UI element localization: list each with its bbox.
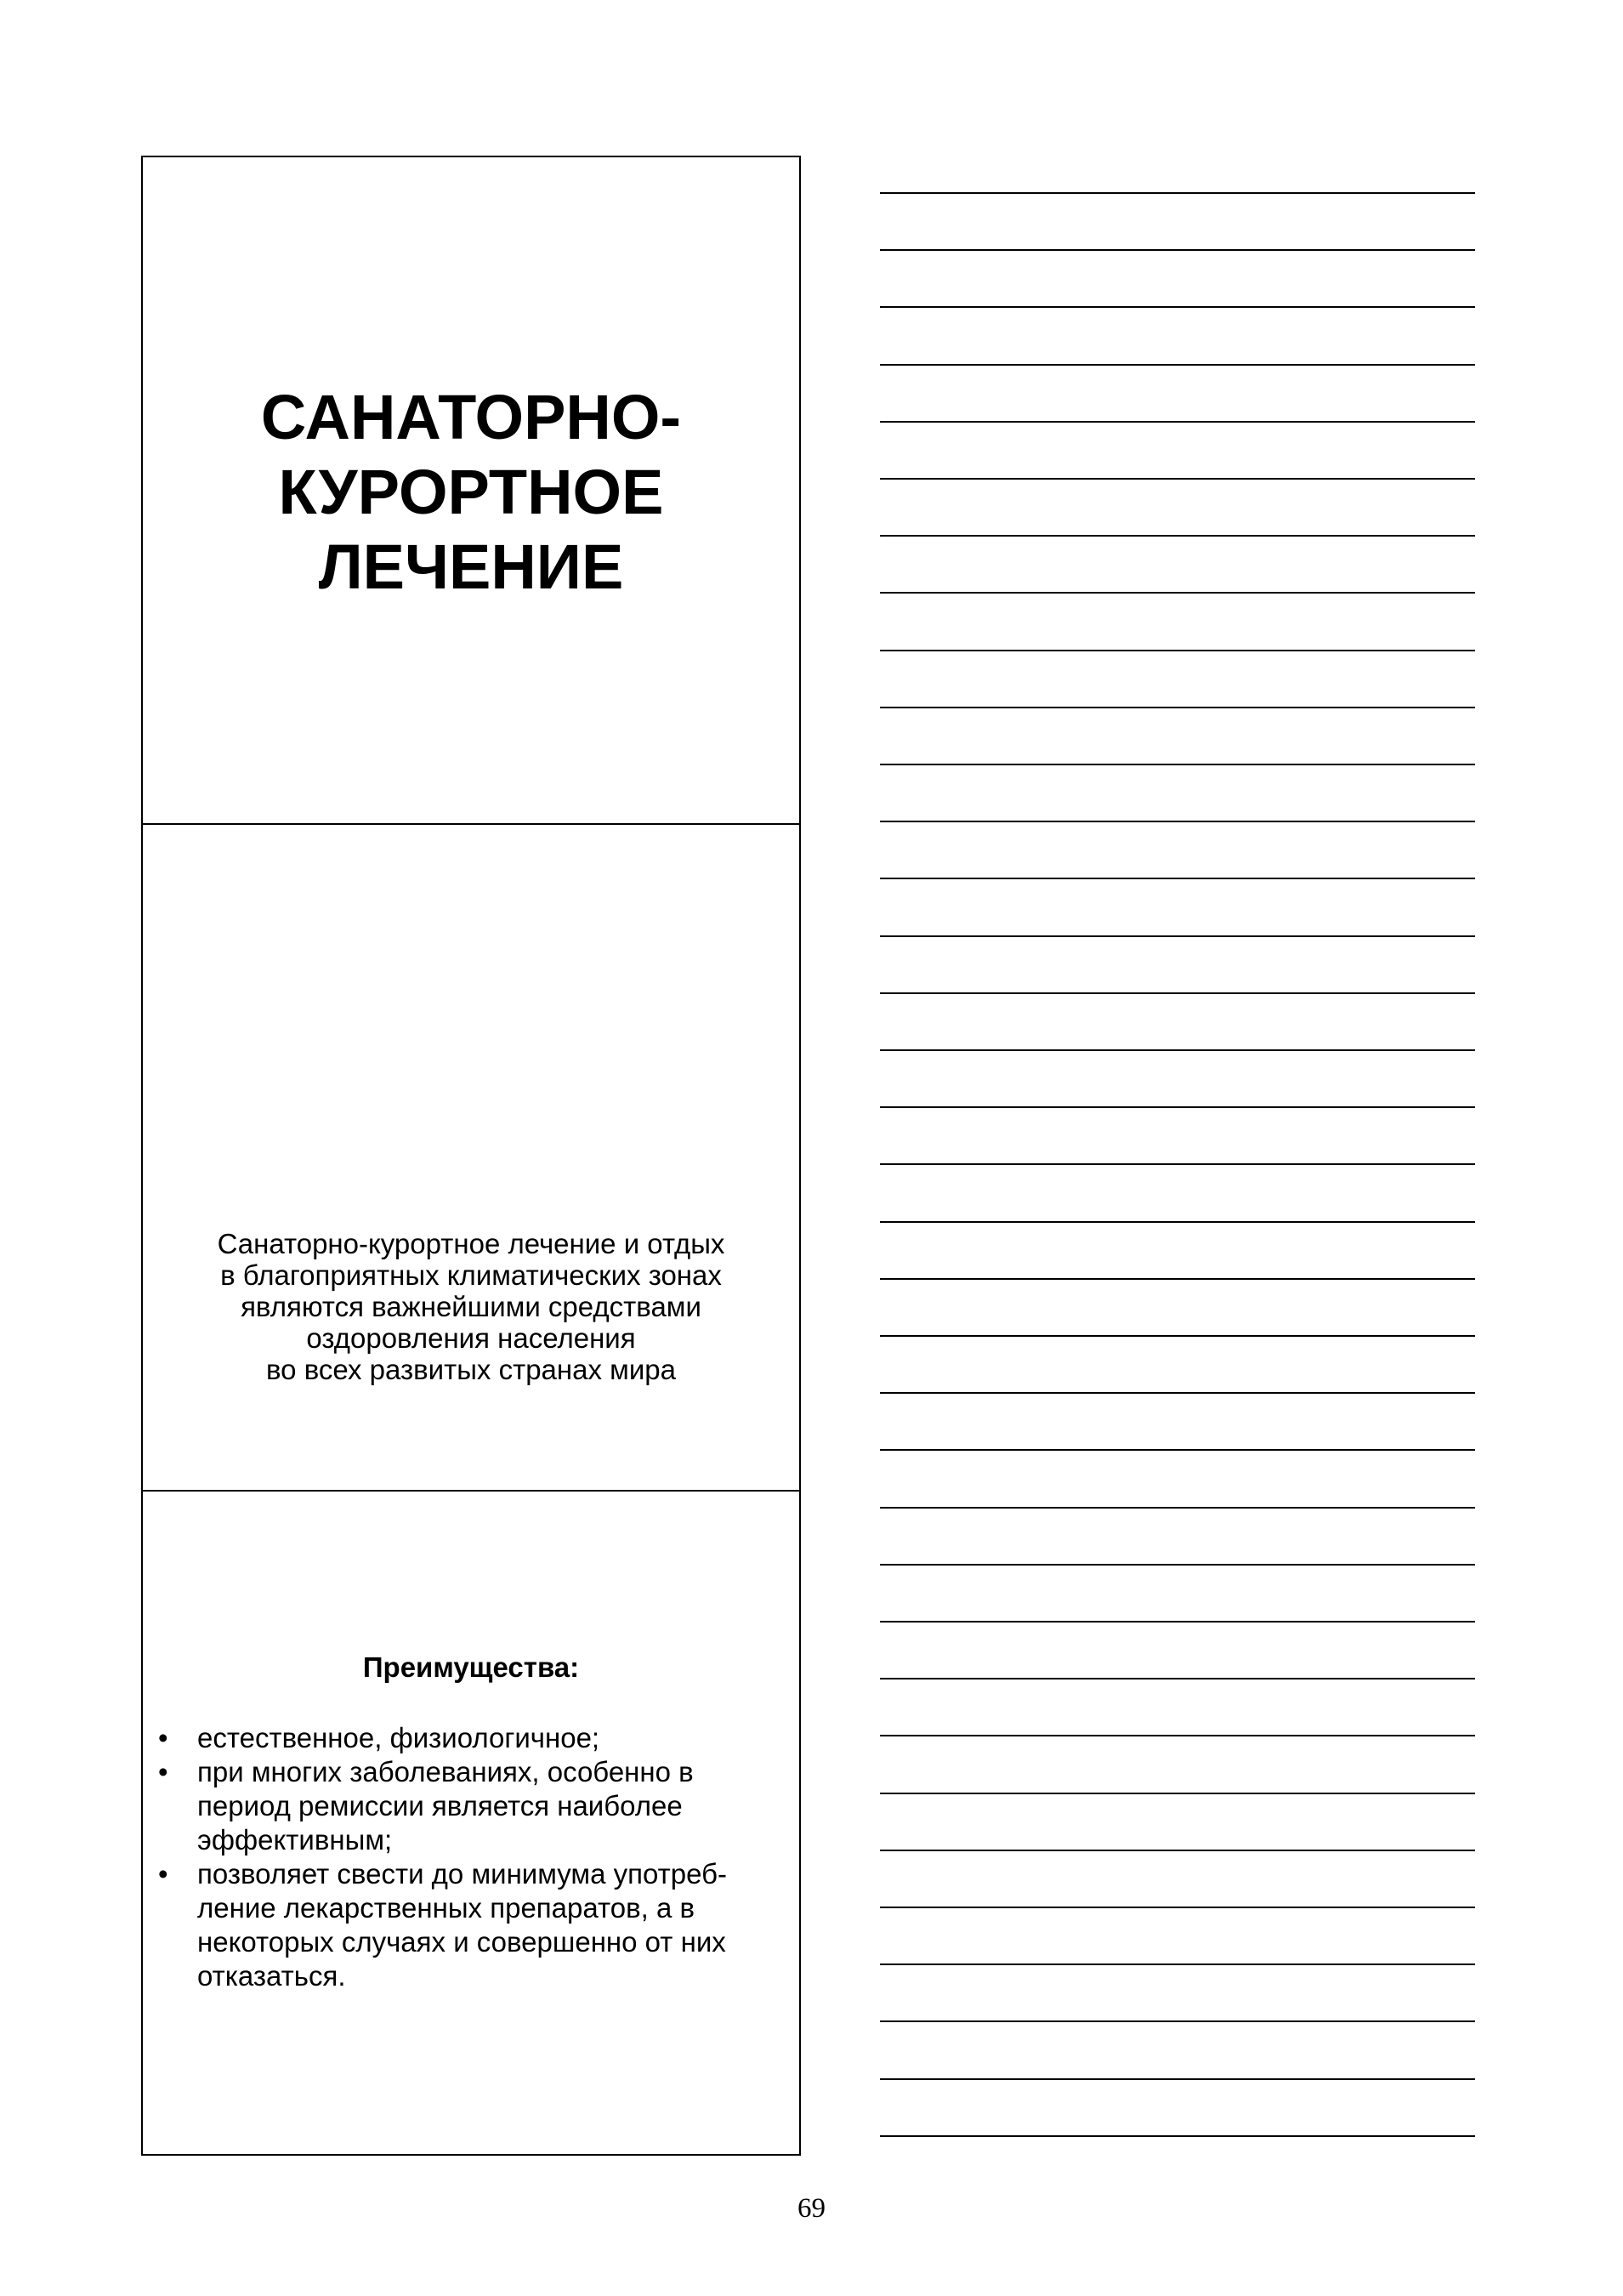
title-line: САНАТОРНО- xyxy=(260,382,682,452)
note-line xyxy=(880,1449,1475,1451)
slide-title xyxy=(143,157,799,823)
list-item-line: при многих заболеваниях, особенно в xyxy=(197,1756,694,1787)
list-item-line: естественное, физиологичное; xyxy=(197,1722,600,1753)
bullet-icon: • xyxy=(158,1858,168,1890)
slide-title-heading xyxy=(143,380,799,605)
list-item xyxy=(143,1857,797,1993)
note-line xyxy=(880,1678,1475,1679)
list-item-line: отказаться. xyxy=(197,1960,346,1992)
note-line xyxy=(880,421,1475,423)
bullet-icon: • xyxy=(158,1722,168,1753)
note-line xyxy=(880,1392,1475,1394)
note-line xyxy=(880,992,1475,994)
list-item-line: некоторых случаях и совершенно от них xyxy=(197,1926,726,1958)
intro-line: во всех развитых странах мира xyxy=(266,1354,676,1385)
list-item-line: ление лекарственных препаратов, а в xyxy=(197,1892,695,1924)
bullet-icon: • xyxy=(158,1756,168,1787)
slide-intro xyxy=(143,823,799,1490)
note-line xyxy=(880,650,1475,651)
note-line xyxy=(880,306,1475,308)
list-item-line: период ремиссии является наиболее xyxy=(197,1790,683,1821)
intro-line: в благоприятных климатических зонах xyxy=(220,1259,722,1291)
note-line xyxy=(880,192,1475,194)
list-item xyxy=(143,1755,797,1857)
note-line xyxy=(880,1278,1475,1280)
note-line xyxy=(880,764,1475,765)
intro-line: оздоровления населения xyxy=(306,1322,636,1354)
title-line: ЛЕЧЕНИЕ xyxy=(318,531,624,602)
note-line xyxy=(880,2020,1475,2022)
note-line xyxy=(880,1735,1475,1736)
note-line xyxy=(880,364,1475,366)
advantages-list xyxy=(143,1721,797,1993)
note-line xyxy=(880,1793,1475,1794)
note-line xyxy=(880,1049,1475,1051)
note-line xyxy=(880,535,1475,537)
list-item xyxy=(143,1721,797,1755)
intro-text xyxy=(143,1228,799,1385)
note-line xyxy=(880,592,1475,594)
list-item-line: позволяет свести до минимума употреб- xyxy=(197,1858,727,1890)
list-item-line: эффективным; xyxy=(197,1824,393,1856)
intro-line: Санаторно-курортное лечение и отдых xyxy=(217,1228,725,1259)
note-line xyxy=(880,2078,1475,2080)
note-line xyxy=(880,1163,1475,1165)
note-line xyxy=(880,1850,1475,1851)
note-line xyxy=(880,2135,1475,2137)
page-number: 69 xyxy=(797,2193,826,2224)
note-line xyxy=(880,878,1475,879)
note-line xyxy=(880,707,1475,708)
title-line: КУРОРТНОЕ xyxy=(278,457,664,527)
note-line xyxy=(880,1335,1475,1337)
note-line xyxy=(880,935,1475,937)
note-line xyxy=(880,1507,1475,1509)
intro-line: являются важнейшими средствами xyxy=(241,1291,701,1322)
note-line xyxy=(880,1106,1475,1108)
slide-advantages xyxy=(143,1490,799,2154)
note-line xyxy=(880,1564,1475,1566)
advantages-heading: Преимущества: xyxy=(362,1651,580,1683)
note-line xyxy=(880,478,1475,480)
slide-panel xyxy=(141,156,801,2156)
note-line xyxy=(880,821,1475,822)
note-line xyxy=(880,1621,1475,1623)
note-line xyxy=(880,1907,1475,1908)
note-line xyxy=(880,249,1475,251)
note-line xyxy=(880,1221,1475,1223)
note-line xyxy=(880,1964,1475,1965)
